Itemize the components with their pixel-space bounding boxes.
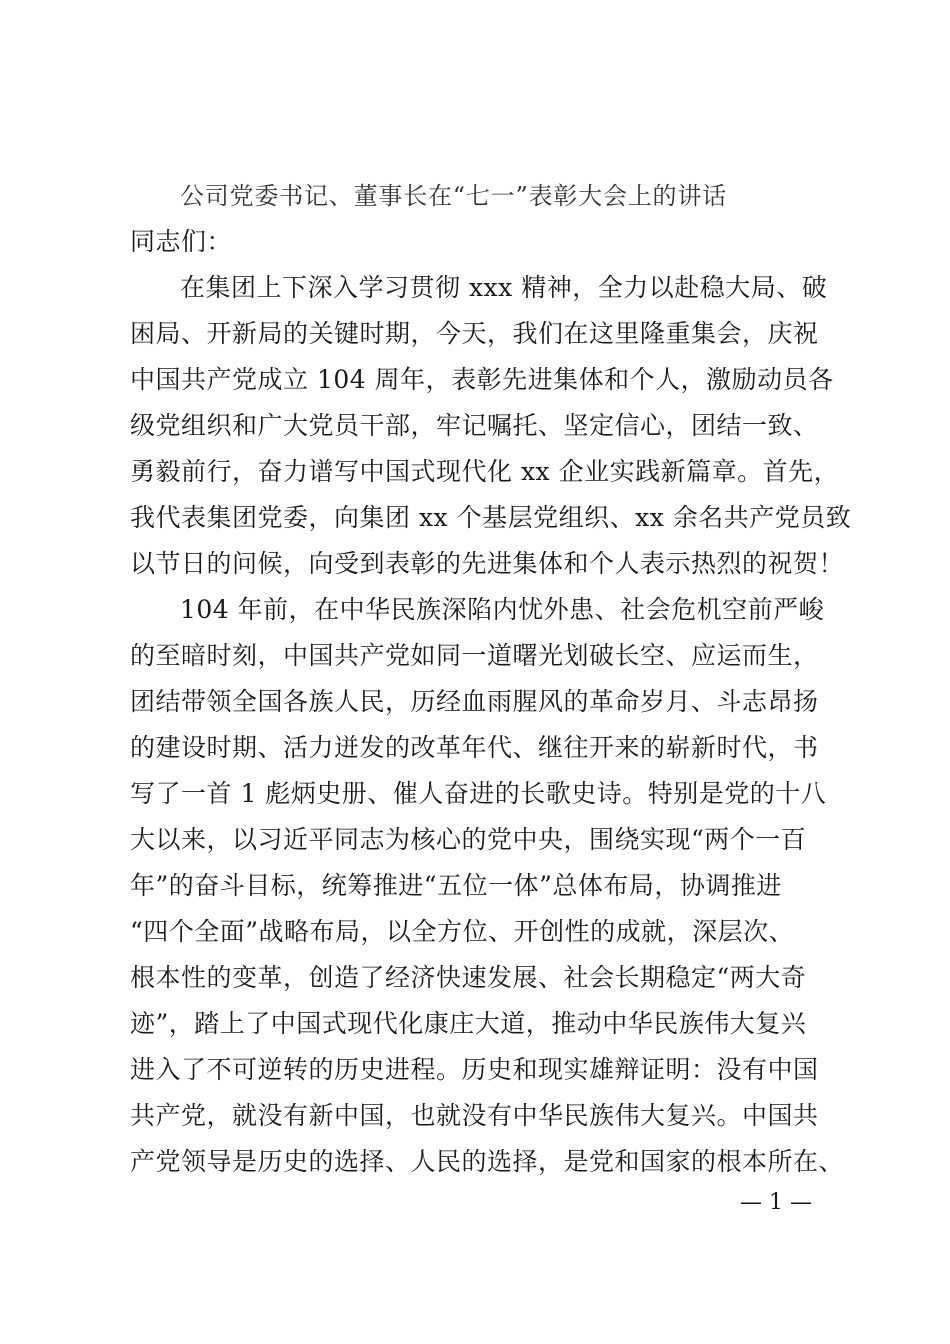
paragraph-line: 中国共产党成立 104 周年，表彰先进集体和个人，激励动员各 [130, 365, 834, 394]
paragraph-line: 年”的奋斗目标，统筹推进“五位一体”总体布局，协调推进 [130, 871, 782, 900]
document-title: 公司党委书记、董事长在“七一”表彰大会上的讲话 [180, 182, 727, 210]
salutation: 同志们： [130, 227, 233, 256]
paragraph-line: 以节日的问候，向受到表彰的先进集体和个人表示热烈的祝贺！ [130, 549, 845, 578]
paragraph-line: 根本性的变革，创造了经济快速发展、社会长期稳定“两大奇 [130, 963, 807, 992]
paragraph-line: 进入了不可逆转的历史进程。历史和现实雄辩证明：没有中国 [130, 1055, 819, 1084]
paragraph-line: 产党领导是历史的选择、人民的选择，是党和国家的根本所在、 [130, 1147, 845, 1176]
paragraph-line: 写了一首 1 彪炳史册、催人奋进的长歌史诗。特别是党的十八 [130, 779, 827, 808]
paragraph-line: 级党组织和广大党员干部，牢记嘱托、坚定信心，团结一致、 [130, 411, 819, 440]
paragraph-line: 团结带领全国各族人民，历经血雨腥风的革命岁月、斗志昂扬 [130, 687, 819, 716]
paragraph-line: 的建设时期、活力迸发的改革年代、继往开来的崭新时代，书 [130, 733, 819, 762]
page-number: — 1 — [740, 1190, 812, 1215]
paragraph-line: “四个全面”战略布局，以全方位、开创性的成就，深层次、 [130, 917, 795, 946]
paragraph-line: 的至暗时刻，中国共产党如同一道曙光划破长空、应运而生， [130, 641, 819, 670]
paragraph-line: 勇毅前行，奋力谱写中国式现代化 xx 企业实践新篇章。首先， [130, 457, 840, 486]
paragraph-line: 困局、开新局的关键时期，今天，我们在这里隆重集会，庆祝 [130, 319, 819, 348]
paragraph-line: 在集团上下深入学习贯彻 xxx 精神，全力以赴稳大局、破 [180, 273, 828, 302]
paragraph-line: 104 年前，在中华民族深陷内忧外患、社会危机空前严峻 [180, 595, 825, 624]
paragraph-line: 共产党，就没有新中国，也就没有中华民族伟大复兴。中国共 [130, 1101, 819, 1130]
paragraph-line: 我代表集团党委，向集团 xx 个基层党组织、xx 余名共产党员致 [130, 503, 852, 532]
paragraph-line: 大以来，以习近平同志为核心的党中央，围绕实现“两个一百 [130, 825, 807, 854]
paragraph-line: 迹”，踏上了中国式现代化康庄大道，推动中华民族伟大复兴 [130, 1009, 807, 1038]
